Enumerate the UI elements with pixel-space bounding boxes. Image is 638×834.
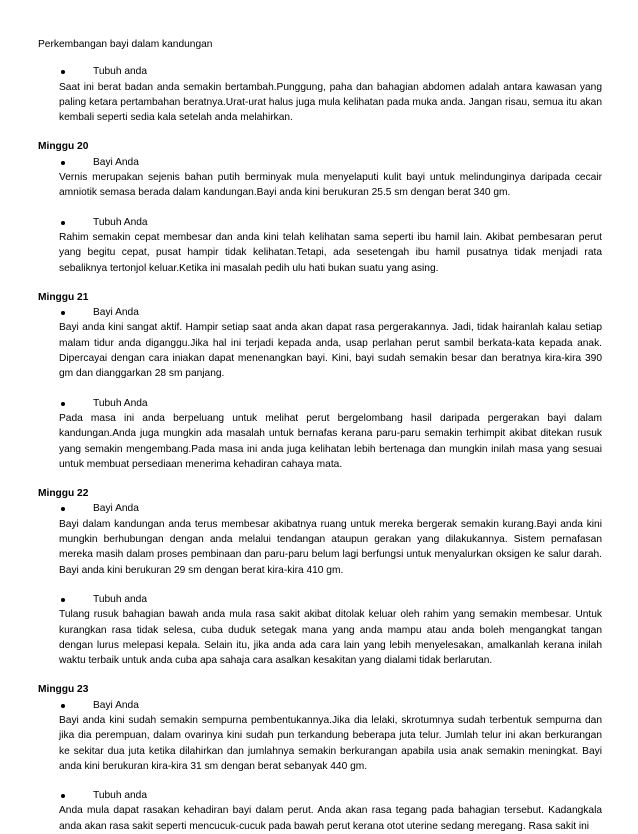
content-block bbox=[38, 215, 602, 276]
week-heading: Minggu 22 bbox=[38, 488, 89, 500]
paragraph: Bayi anda kini sangat aktif. Hampir setiap saat anda akan dapat rasa pergerakannya. Jadi, tidak hairanlah kalau setiap malam tidur anda diganggu.Jika hal ini terjadi kepada anda, usap perlahan perut sambil berkata-kata kepada anak. Dipercayai dengan cara iniakan dapat menenangkan bayi. Kini, bayi sudah semakin besar dan beratnya kira-kira 390 gm dan dianggarkan 28 sm panjang. bbox=[59, 322, 602, 380]
content-block bbox=[38, 501, 602, 577]
bullet-heading: Tubuh Anda bbox=[59, 396, 602, 411]
content-block bbox=[38, 305, 602, 381]
bullet-heading: Bayi Anda bbox=[59, 698, 602, 713]
week-heading: Minggu 23 bbox=[38, 684, 89, 696]
bullet-heading: Bayi Anda bbox=[59, 305, 602, 320]
paragraph: Bayi anda kini sudah semakin sempurna pembentukannya.Jika dia lelaki, skrotumnya sudah terbentuk sempurna dan jika dia perempuan, dalam ovarinya kini sudah pun terkandung beberapa juta telur. Jumlah telur ini akan berkurangan ke sekitar dua juta ketika dilahirkan dan jumlahnya semakin berkurangan apabila usia anak semakin meningkat. Bayi anda kini berukuran kira-kira 31 sm dengan berat sebanyak 440 gm. bbox=[59, 714, 602, 772]
week-heading: Minggu 21 bbox=[38, 291, 89, 303]
paragraph: Rahim semakin cepat membesar dan anda kini telah kelihatan sama seperti ibu hamil lain. Akibat pembesaran perut yang begitu cepat, pusat hampir tidak kelihatan.Tetapi, ada sesetengah ibu hamil pusatnya tidak menjadi rata sebaliknya tertonjol keluar.Ketika ini masalah pedih ulu hati bukan suatu yang asing. bbox=[59, 231, 602, 274]
week-20-section bbox=[38, 139, 602, 275]
week-22-section bbox=[38, 486, 602, 668]
content-block bbox=[38, 788, 602, 834]
content-block bbox=[38, 155, 602, 201]
paragraph: Saat ini berat badan anda semakin bertambah.Punggung, paha dan bahagian abdomen adalah antara kawasan yang paling ketara pertambahan beratnya.Urat-urat halus juga mula kelihatan pada muka anda. Jangan risau, semua itu akan kembali seperti sedia kala setelah anda melahirkan. bbox=[59, 81, 602, 124]
week-23-section bbox=[38, 682, 602, 834]
paragraph: Vernis merupakan sejenis bahan putih berminyak mula menyelaputi kulit bayi untuk melindunginya daripada cecair amniotik semasa berada dalam kandungan.Bayi anda kini berukuran 25.5 sm dengan berat 340 gm. bbox=[59, 172, 602, 199]
intro-section bbox=[38, 64, 602, 125]
bullet-heading: Tubuh anda bbox=[59, 788, 602, 803]
bullet-heading: Tubuh Anda bbox=[59, 215, 602, 230]
content-block bbox=[38, 592, 602, 668]
paragraph: Anda mula dapat rasakan kehadiran bayi dalam perut. Anda akan rasa tegang pada bahagian tersebut. Kadangkala anda akan rasa sakit seperti mencucuk-cucuk pada bawah perut kerana otot uterine sedang meregang. Rasa sakit ini bbox=[59, 805, 602, 832]
bullet-heading: Bayi Anda bbox=[59, 155, 602, 170]
document-title: Perkembangan bayi dalam kandungan bbox=[38, 39, 213, 50]
content-block bbox=[38, 396, 602, 472]
paragraph: Tulang rusuk bahagian bawah anda mula rasa sakit akibat ditolak keluar oleh rahim yang semakin membesar. Untuk kurangkan rasa tidak selesa, cuba duduk setegak mana yang anda mampu atau anda boleh mengangkat tangan dengan lurus melepasi kepala. Selain itu, jika anda ada cara lain yang lebih menyelesakan, amalkanlah kerana inilah waktu terbaik untuk anda cuba apa sahaja cara asalkan kesakitan yang dialami tidak berlarutan. bbox=[59, 609, 602, 667]
paragraph: Bayi dalam kandungan anda terus membesar akibatnya ruang untuk mereka bergerak semakin kurang.Bayi anda kini mungkin berhubungan dengan anda melalui tendangan ataupun gerakan yang dilakukannya. Sistem pernafasan mereka masih dalam proses pembinaan dan paru-paru belum lagi berfungsi untuk menyalurkan oksigen ke salur darah. Bayi anda kini berukuran 29 sm dengan berat kira-kira 410 gm. bbox=[59, 518, 602, 576]
week-heading: Minggu 20 bbox=[38, 141, 89, 153]
content-block bbox=[38, 698, 602, 774]
bullet-heading: Tubuh anda bbox=[59, 64, 602, 79]
bullet-heading: Tubuh anda bbox=[59, 592, 602, 607]
bullet-heading: Bayi Anda bbox=[59, 501, 602, 516]
paragraph: Pada masa ini anda berpeluang untuk melihat perut bergelombang hasil daripada pergerakan bayi dalam kandungan.Anda juga mungkin ada masalah untuk bernafas kerana paru-paru semakin terhimpit akibat ditekan rusuk yang semakin mengembang.Pada masa ini anda juga kelihatan lebih bertenaga dan mungkin inilah masa yang sesuai untuk membuat persediaan menerima kehadiran cahaya mata. bbox=[59, 412, 602, 470]
week-21-section bbox=[38, 290, 602, 472]
